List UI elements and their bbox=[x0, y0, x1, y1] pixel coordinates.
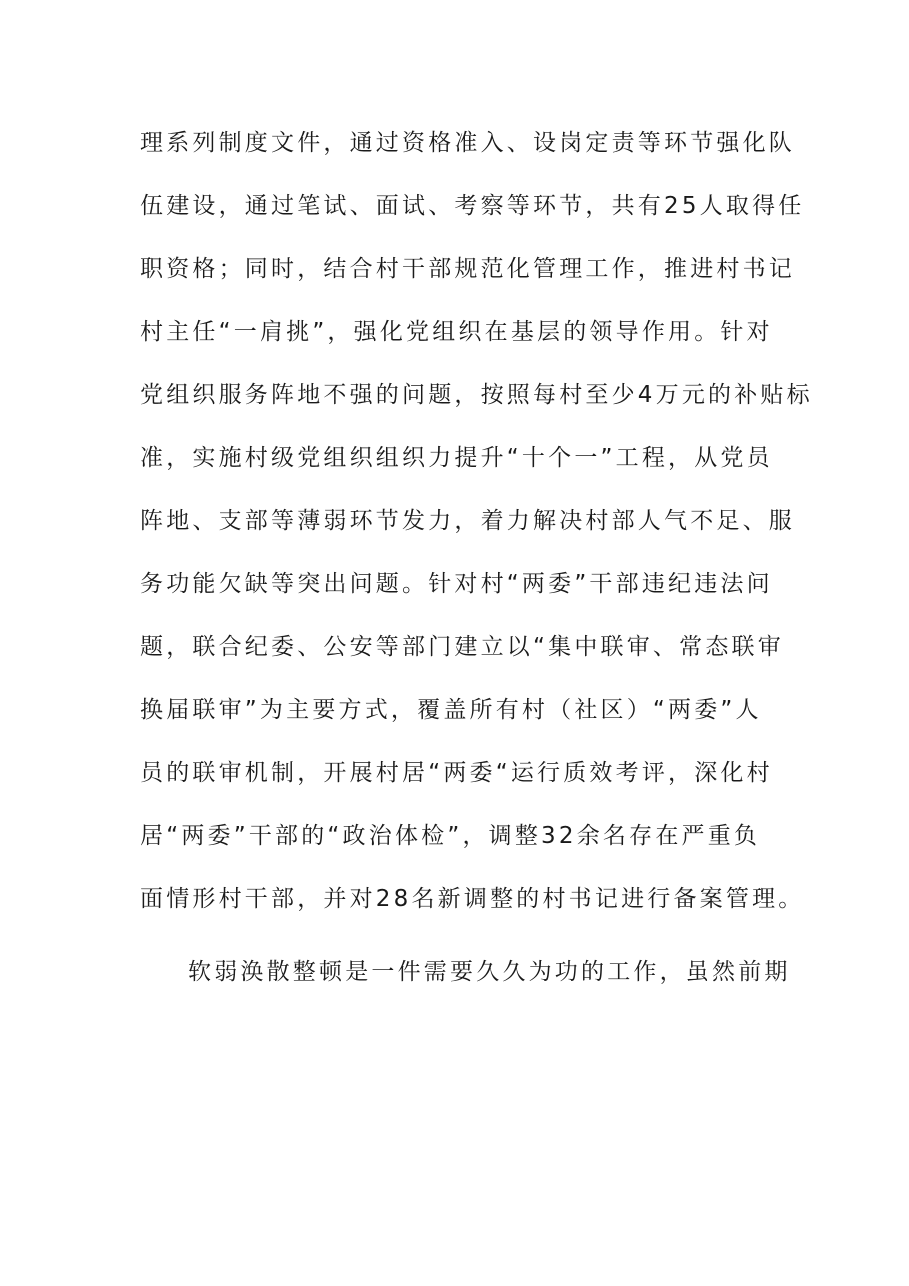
text-line: 伍建设，通过笔试、面试、考察等环节，共有25人取得任 bbox=[140, 193, 805, 219]
text-line: 党组织服务阵地不强的问题，按照每村至少4万元的补贴标 bbox=[140, 382, 813, 408]
text-line: 换届联审”为主要方式，覆盖所有村（社区）“两委”人 bbox=[140, 697, 762, 723]
text-line: 居“两委”干部的“政治体检”，调整32余名存在严重负 bbox=[140, 823, 761, 849]
text-line: 软弱涣散整顿是一件需要久久为功的工作，虽然前期 bbox=[188, 959, 791, 985]
text-line: 员的联审机制，开展村居“两委“运行质效考评，深化村 bbox=[140, 760, 773, 786]
paragraph-spacing bbox=[140, 937, 780, 947]
paragraph bbox=[140, 118, 813, 937]
text-line: 村主任“一肩挑”，强化党组织在基层的领导作用。针对 bbox=[140, 319, 773, 345]
text-line: 阵地、支部等薄弱环节发力，着力解决村部人气不足、服 bbox=[140, 508, 795, 534]
body-text bbox=[140, 118, 813, 1010]
text-line: 面情形村干部，并对28名新调整的村书记进行备案管理。 bbox=[140, 886, 805, 912]
text-line: 理系列制度文件，通过资格准入、设岗定责等环节强化队 bbox=[140, 130, 795, 156]
text-line: 职资格；同时，结合村干部规范化管理工作，推进村书记 bbox=[140, 256, 795, 282]
paragraph bbox=[140, 947, 791, 1010]
text-line: 务功能欠缺等突出问题。针对村“两委”干部违纪违法问 bbox=[140, 571, 773, 597]
text-line: 题，联合纪委、公安等部门建立以“集中联审、常态联审 bbox=[140, 634, 784, 660]
text-line: 准，实施村级党组织组织力提升“十个一”工程，从党员 bbox=[140, 445, 773, 471]
